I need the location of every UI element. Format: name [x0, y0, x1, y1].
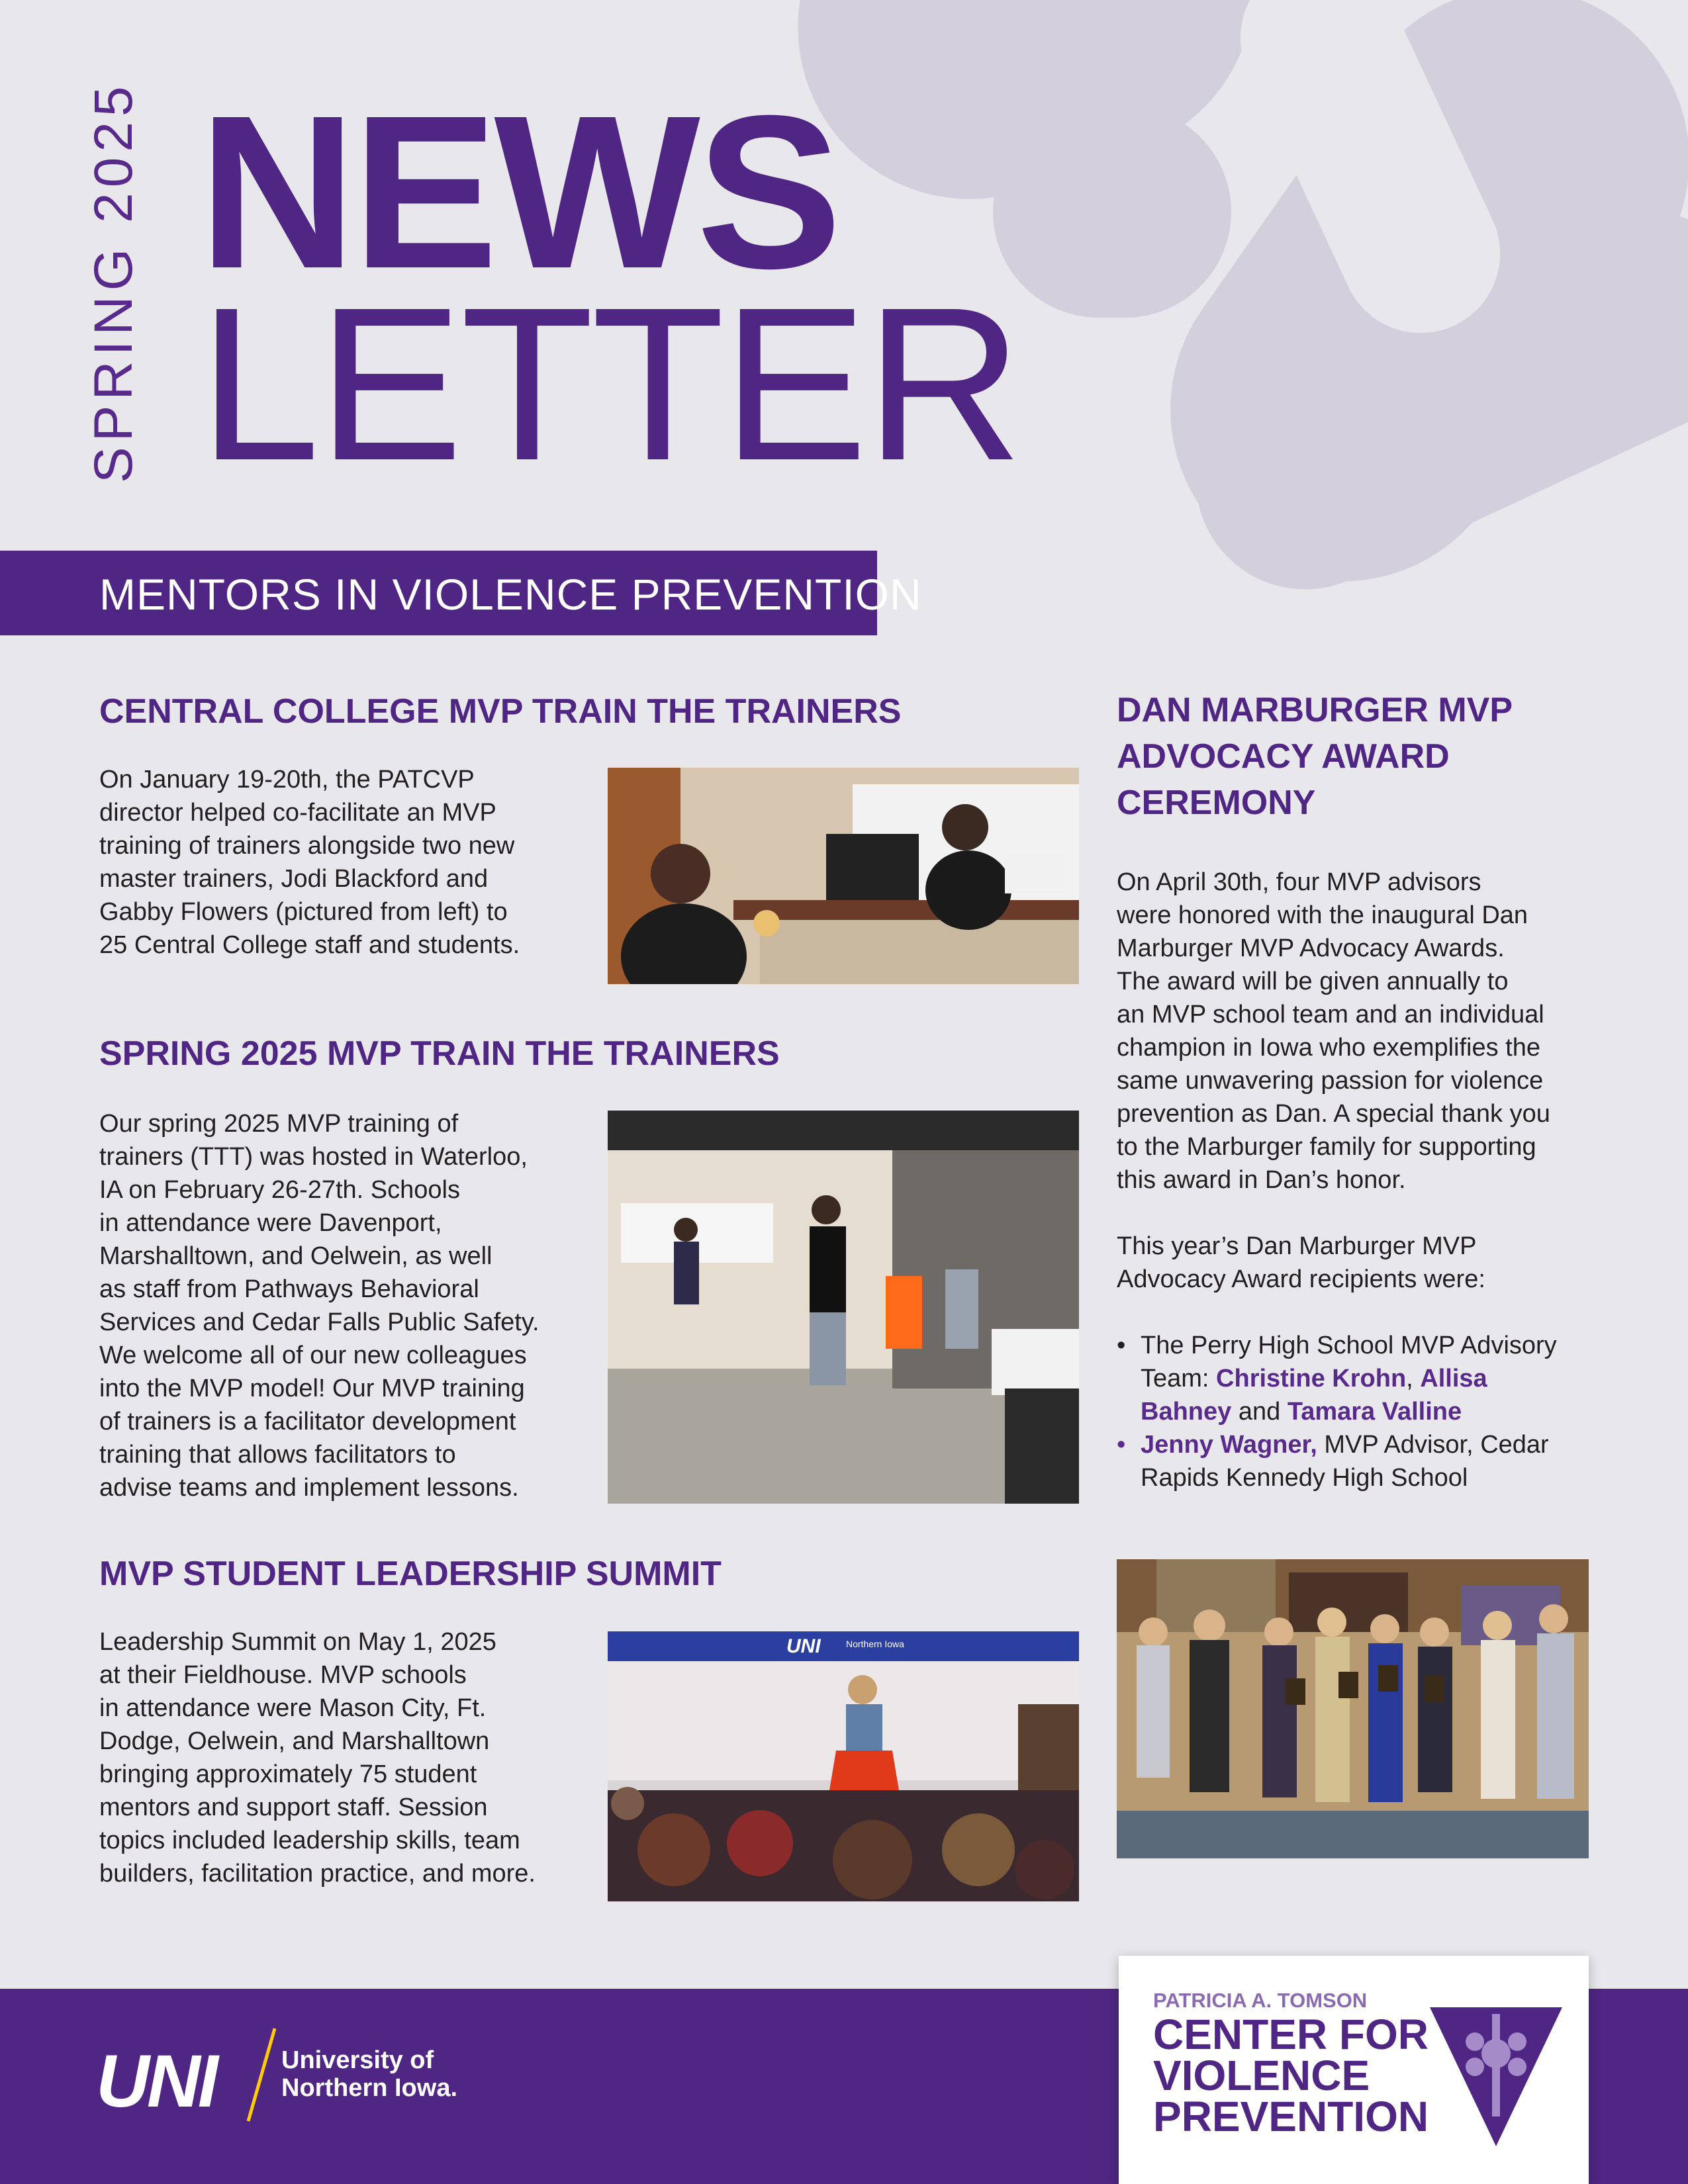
- cvp-name: CENTER FOR VIOLENCE PREVENTION: [1153, 2011, 1429, 2140]
- banner-text: MENTORS IN VIOLENCE PREVENTION: [99, 570, 922, 619]
- heading-central-college: CENTRAL COLLEGE MVP TRAIN THE TRAINERS: [99, 692, 902, 731]
- uni-slash-icon: [242, 2025, 281, 2124]
- article-spring-ttt-text: Our spring 2025 MVP training of trainers (TTT) was hosted in Waterloo, IA on February 26-27th. Schools in attendance were Davenport, Marshalltown, and Oelwein, as well as staff from Pathways Behavioral Services and Cedar Falls Public Safety. We welcome all of our new colleagues into the MVP model! Our MVP training of trainers is a facilitator development training that allows facilitators to advise teams and implement lessons.: [99, 1110, 539, 1502]
- article-central-college-text: On January 19-20th, the PATCVP director helped co-facilitate an MVP training of trainers alongside two new master trainers, Jodi Blackford and Gabby Flowers (pictured from left) to 25 Central College staff and students.: [99, 766, 520, 959]
- heading-award-ceremony: DAN MARBURGER MVP ADVOCACY AWARD CEREMONY: [1117, 691, 1513, 822]
- screen-caption-text: Northern Iowa: [846, 1639, 904, 1649]
- title-letter: LETTER: [199, 261, 1021, 506]
- photo-leadership-summit: [608, 1631, 1079, 1901]
- photo-central-college: [608, 768, 1079, 984]
- cvp-name-small: PATRICIA A. TOMSON: [1153, 1989, 1368, 2012]
- title-news: NEWS: [199, 69, 838, 314]
- cvp-emblem-icon: [1430, 2001, 1562, 2153]
- recipient-name: Christine Krohn: [1216, 1365, 1407, 1392]
- recipient-name: Jenny Wagner,: [1141, 1431, 1317, 1459]
- screen-logo-text: UNI: [786, 1635, 821, 1657]
- article-summit-text: Leadership Summit on May 1, 2025 at their Fieldhouse. MVP schools in attendance were Mason City, Ft. Dodge, Oelwein, and Marshalltown bringing approximately 75 student mentors and support staff. Session topics included leadership skills, team builders, facilitation practice, and more.: [99, 1628, 536, 1888]
- recipient-name: Tamara Valline: [1287, 1398, 1462, 1426]
- recipient-name: Bahney: [1141, 1398, 1232, 1426]
- photo-award-recipients: [1117, 1559, 1589, 1858]
- recipient-name: Allisa: [1420, 1365, 1487, 1392]
- award-recipient-list: [1117, 1329, 1620, 1494]
- heading-spring-ttt: SPRING 2025 MVP TRAIN THE TRAINERS: [99, 1034, 780, 1073]
- article-award-text: On April 30th, four MVP advisors were honored with the inaugural Dan Marburger MVP Advocacy Awards. The award will be given annually to an MVP school team and an individual champion in Iowa who exemplifies the same unwavering passion for violence prevention as Dan. A special thank you to the Marburger family for supporting this award in Dan’s honor.: [1117, 868, 1550, 1194]
- list-item: • Jenny Wagner, MVP Advisor, Cedar Rapids Kennedy High School: [1117, 1428, 1620, 1494]
- season-label: SPRING 2025: [83, 81, 144, 483]
- background-shape: [993, 106, 1231, 318]
- heading-leadership-summit: MVP STUDENT LEADERSHIP SUMMIT: [99, 1555, 722, 1593]
- cvp-logo: [1119, 1956, 1589, 2184]
- list-item: • The Perry High School MVP Advisory Team: Christine Krohn, Allisa Bahney and Tamara Valline: [1117, 1329, 1620, 1428]
- article-award-recipients-intro: This year’s Dan Marburger MVP Advocacy Award recipients were:: [1117, 1232, 1485, 1293]
- uni-name: University of Northern Iowa.: [281, 2046, 458, 2102]
- uni-wordmark: UNI: [96, 2040, 216, 2122]
- photo-spring-ttt: [608, 1111, 1079, 1504]
- section-banner: [0, 551, 922, 635]
